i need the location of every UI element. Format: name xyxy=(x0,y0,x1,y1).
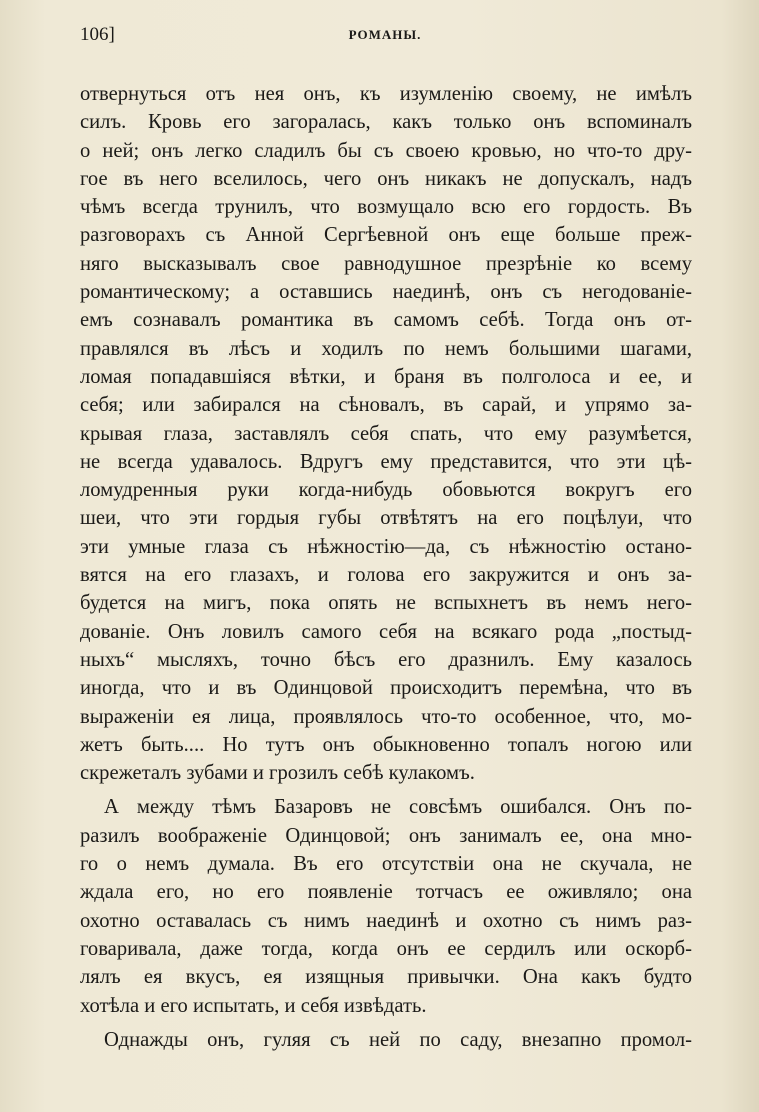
page-header xyxy=(80,24,690,50)
text-line: няго высказывалъ свое равнодушное презрѣніе ко всему xyxy=(80,252,692,275)
text-line: себя; или забирался на сѣновалъ, въ сарай, и упрямо за- xyxy=(80,394,692,417)
text-line: гое въ него вселилось, чего онъ никакъ не допускалъ, надъ xyxy=(80,167,692,190)
text-line: емъ сознавалъ романтика въ самомъ себѣ. Тогда онъ от- xyxy=(80,309,692,332)
running-title: РОМАНЫ. xyxy=(348,27,422,42)
paragraph xyxy=(80,80,692,787)
text-line: А между тѣмъ Базаровъ не совсѣмъ ошибался. Онъ по- xyxy=(104,796,692,819)
text-line: отвернуться отъ нея онъ, къ изумленію своему, не имѣлъ xyxy=(80,83,692,105)
body-text xyxy=(80,80,692,1054)
text-line: дованіе. Онъ ловилъ самого себя на всякаго рода „постыд- xyxy=(80,620,692,643)
text-line: го о немъ думала. Въ его отсутствіи она не скучала, не xyxy=(80,853,692,876)
text-line: жетъ быть.... Но тутъ онъ обыкновенно топалъ ногою или xyxy=(80,733,692,756)
text-line: хотѣла и его испытать, и себя извѣдать. xyxy=(80,994,427,1017)
text-line: лялъ ея вкусъ, ея изящныя привычки. Она какъ будто xyxy=(80,966,692,989)
text-line: иногда, что и въ Одинцовой происходитъ перемѣна, что въ xyxy=(80,677,692,700)
paragraph xyxy=(80,1026,692,1054)
text-line: ныхъ“ мысляхъ, точно бѣсъ его дразнилъ. Ему казалось xyxy=(80,648,692,671)
text-line: охотно оставалась съ нимъ наединѣ и охотно съ нимъ раз- xyxy=(80,909,692,932)
text-line: разилъ воображеніе Одинцовой; онъ занималъ ее, она мно- xyxy=(80,824,692,847)
paragraph xyxy=(80,793,692,1019)
text-line: о ней; онъ легко сладилъ бы съ своею кровью, но что-то дру- xyxy=(80,139,692,162)
text-line: будется на мигъ, пока опять не вспыхнетъ въ немъ него- xyxy=(80,592,692,615)
text-line: шеи, что эти гордыя губы отвѣтятъ на его поцѣлуи, что xyxy=(80,507,692,530)
text-line: правлялся въ лѣсъ и ходилъ по немъ большими шагами, xyxy=(80,337,692,360)
page-number: 106] xyxy=(80,24,115,45)
text-line: выраженіи ея лица, проявлялось что-то особенное, что, мо- xyxy=(80,705,692,728)
text-line: говаривала, даже тогда, когда онъ ее сердилъ или оскорб- xyxy=(80,937,692,960)
text-line: вятся на его глазахъ, и голова его закружится и онъ за- xyxy=(80,564,692,587)
text-line: романтическому; а оставшись наединѣ, онъ съ негодованіе- xyxy=(80,281,692,304)
text-line: ломая попадавшіяся вѣтки, и браня въ полголоса и ее, и xyxy=(80,365,692,388)
text-line: ломудренныя руки когда-нибудь обовьются вокругъ его xyxy=(80,479,692,502)
text-line: не всегда удавалось. Вдругъ ему представится, что эти цѣ- xyxy=(80,450,692,473)
text-line: чѣмъ всегда трунилъ, что возмущало всю его гордость. Въ xyxy=(80,196,692,219)
text-line: силъ. Кровь его загоралась, какъ только онъ вспоминалъ xyxy=(80,111,692,134)
text-line: ждала его, но его появленіе тотчасъ ее оживляло; она xyxy=(80,881,692,904)
text-line: скрежеталъ зубами и грозилъ себѣ кулакомъ. xyxy=(80,762,475,785)
text-line: эти умные глаза съ нѣжностію—да, съ нѣжностію остано- xyxy=(80,535,692,558)
text-line: разговорахъ съ Анной Сергѣевной онъ еще больше преж- xyxy=(80,224,692,247)
text-line: крывая глаза, заставлялъ себя спать, что ему разумѣется, xyxy=(80,422,692,445)
text-line: Однажды онъ, гуляя съ ней по саду, внезапно промол- xyxy=(104,1028,692,1051)
